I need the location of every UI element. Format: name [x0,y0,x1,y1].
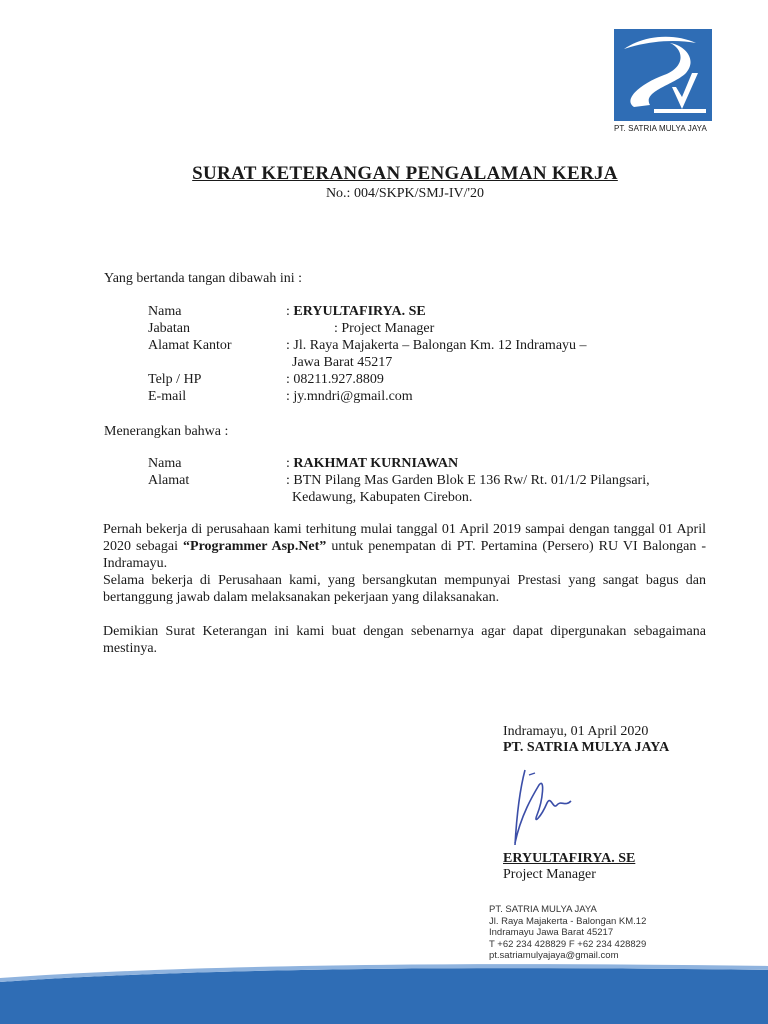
signer-position-label: Jabatan [148,321,190,336]
employee-name-value: : RAKHMAT KURNIAWAN [286,456,459,471]
paragraph-employment [103,521,706,572]
signer-email-value: : jy.mndri@gmail.com [286,389,413,404]
company-address-block [489,904,709,962]
paragraph-employment-start: Pernah bekerja di perusahaan kami terhitung mulai tanggal 01 April 2019 sampai dengan tanggal 01 April 2020 sebagai [103,522,706,554]
stamp-city: Indramayu Jawa Barat 45217 [489,927,614,938]
employee-name: RAKHMAT KURNIAWAN [293,456,459,471]
stamp-phone: T +62 234 428829 F +62 234 428829 [489,938,647,950]
signer-name: ERYULTAFIRYA. SE [293,304,426,319]
paragraph-closing: Demikian Surat Keterangan ini kami buat dengan sebenarnya agar dapat dipergunakan sebagaimana mestinya. [103,624,706,656]
employee-name-label: Nama [148,456,182,471]
stamp-company: PT. SATRIA MULYA JAYA [489,904,597,915]
signature-name: ERYULTAFIRYA. SE [503,851,636,866]
intro-text: Yang bertanda tangan dibawah ini : [104,271,303,286]
paragraph-performance: Selama bekerja di Perusahaan kami, yang bersangkutan mempunyai Prestasi yang sangat bagus dan bertanggung jawab dalam melaksanakan pekerjaan yang dilaksanakan. [103,573,706,605]
document-title: SURAT KETERANGAN PENGALAMAN KERJA [192,163,618,184]
signer-address-line1: : Jl. Raya Majakerta – Balongan Km. 12 Indramayu – [286,338,587,353]
satria-logo-icon [614,29,712,121]
employee-role: “Programmer Asp.Net” [183,539,327,554]
signature-company: PT. SATRIA MULYA JAYA [503,740,670,755]
stamp-street: Jl. Raya Majakerta - Balongan KM.12 [489,915,647,927]
signer-name-value: : ERYULTAFIRYA. SE [286,304,426,319]
signer-email-label: E-mail [148,389,187,404]
handwritten-signature [495,755,595,855]
document-number: No.: 004/SKPK/SMJ-IV/'20 [325,186,485,201]
states-text: Menerangkan bahwa : [104,424,229,439]
footer-swoosh [0,960,768,1024]
signer-position-value: : Project Manager [334,321,435,336]
logo-caption: PT. SATRIA MULYA JAYA [614,124,707,133]
paragraph-employment-end: untuk penempatan di PT. Pertamina (Persero) RU VI Balongan - Indramayu. [103,539,706,571]
signer-phone-label: Telp / HP [148,372,202,387]
employee-address-line2: Kedawung, Kabupaten Cirebon. [292,490,473,505]
signer-name-label: Nama [148,304,182,319]
signer-phone-value: : 08211.927.8809 [286,372,384,387]
employee-address-line1: : BTN Pilang Mas Garden Blok E 136 Rw/ Rt. 01/1/2 Pilangsari, [286,473,650,488]
employee-address-label: Alamat [148,473,190,488]
stamp-email: pt.satriamulyajaya@gmail.com [489,950,619,961]
signer-address-line2: Jawa Barat 45217 [292,355,393,370]
company-logo [614,29,712,121]
signer-address-label: Alamat Kantor [148,338,232,353]
place-date: Indramayu, 01 April 2020 [503,724,649,739]
signature-position: Project Manager [503,867,596,882]
